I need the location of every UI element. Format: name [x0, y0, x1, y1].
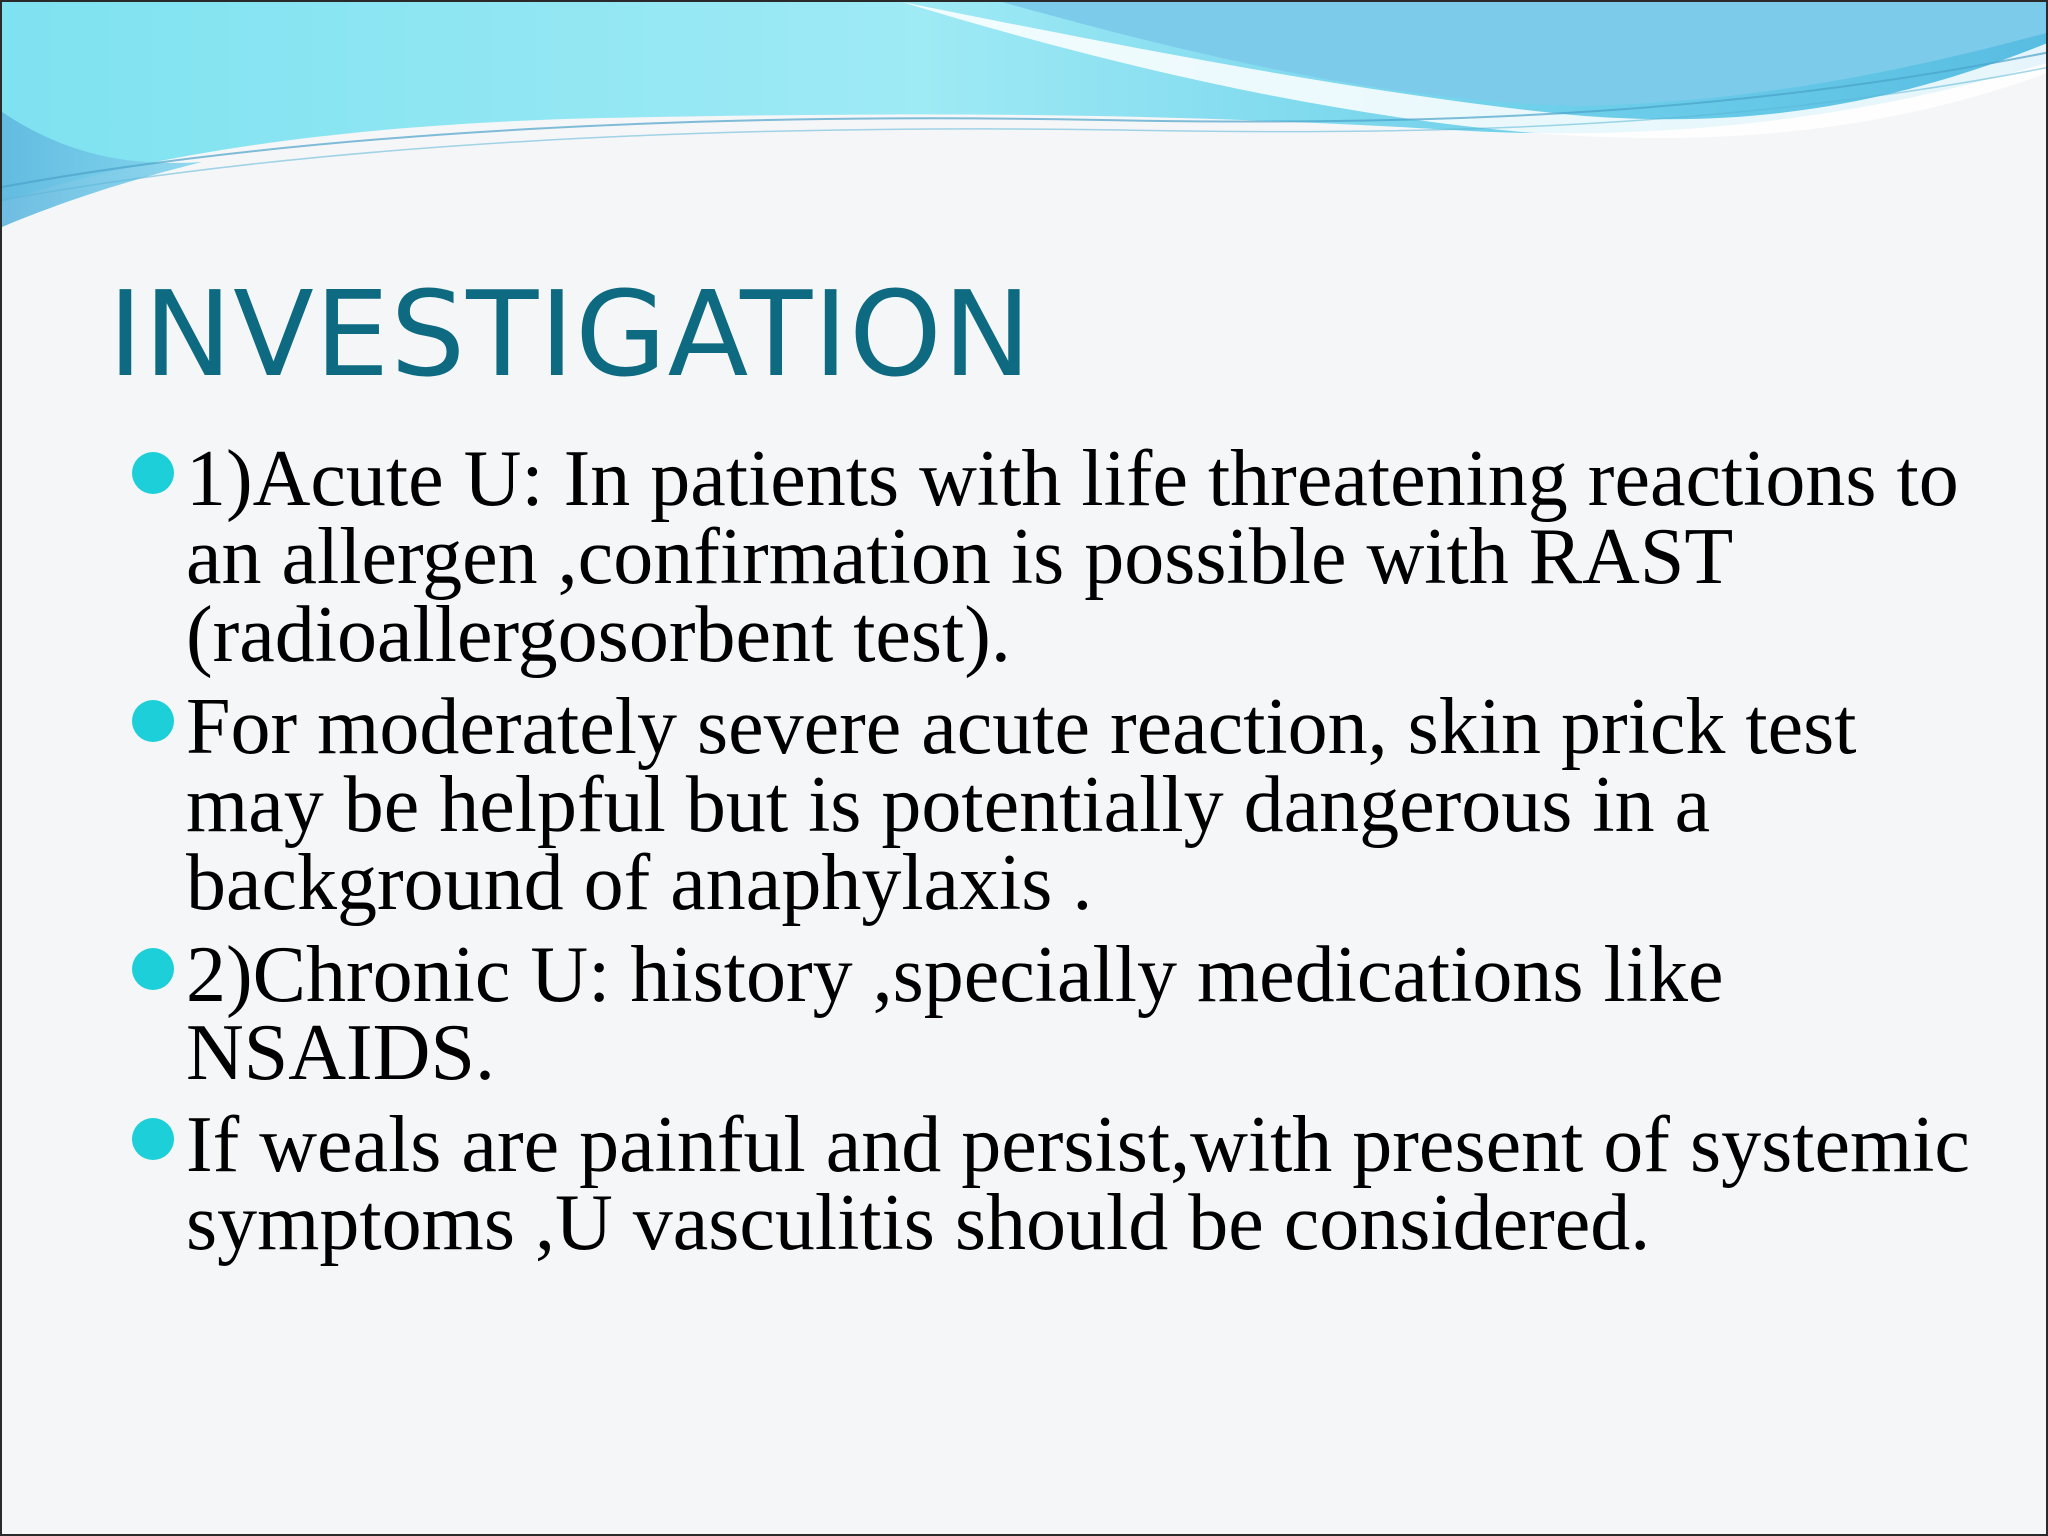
list-item	[132, 1101, 2012, 1267]
bullet-text: For moderately severe acute reaction, skin prick test may be helpful but is potentially dangerous in a background of anaphylaxis .	[186, 683, 1857, 927]
list-item	[132, 435, 2012, 679]
bullet-text: If weals are painful and persist,with present of systemic symptoms ,U vasculitis should be considered.	[186, 1101, 1970, 1267]
bullet-dot-icon	[132, 948, 174, 990]
bullet-list	[132, 435, 2012, 1276]
bullet-text: 1)Acute U: In patients with life threatening reactions to an allergen ,confirmation is possible with RAST (radioallergosorbent test).	[186, 435, 1959, 679]
bullet-text: 2)Chronic U: history ,specially medications like NSAIDS.	[186, 931, 1724, 1097]
bullet-dot-icon	[132, 1118, 174, 1160]
bullet-dot-icon	[132, 700, 174, 742]
list-item	[132, 683, 2012, 927]
header-wave-decoration	[2, 2, 2048, 242]
bullet-dot-icon	[132, 452, 174, 494]
list-item	[132, 931, 2012, 1097]
slide-title: INVESTIGATION	[108, 265, 1033, 403]
